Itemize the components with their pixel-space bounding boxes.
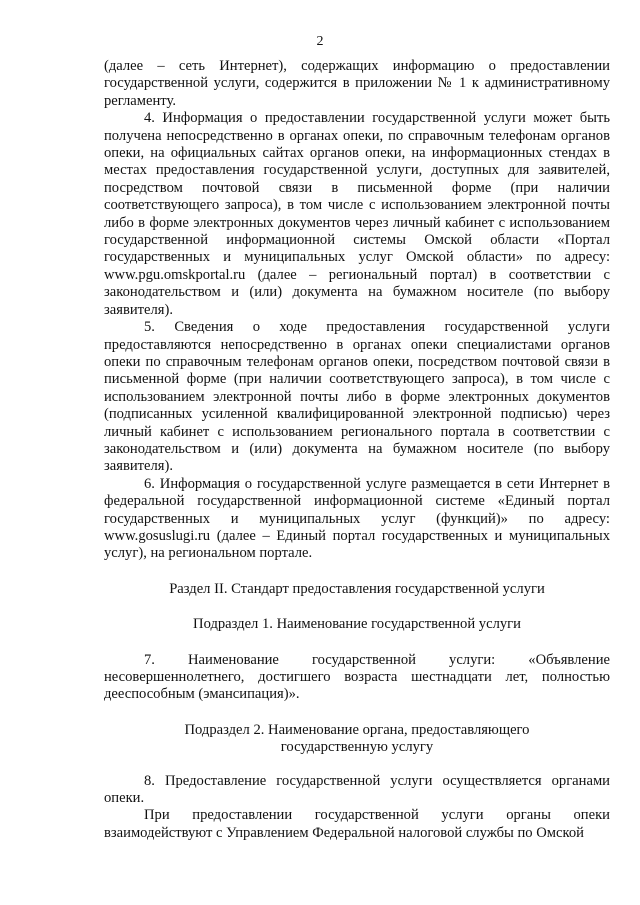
page-number: 2 (316, 34, 324, 49)
paragraph-7: 7. Наименование государственной услуги: «Объявление несовершеннолетнего, достигшего возраста шестнадцати лет, полностью дееспособным (эмансипация)». (104, 651, 610, 703)
paragraph-9: При предоставлении государственной услуги органы опеки взаимодействуют с Управлением Федеральной налоговой службы по Омской (104, 807, 610, 841)
page-content (104, 58, 610, 842)
paragraph-6: 6. Информация о государственной услуге размещается в сети Интернет в федеральной государственной информационной системе «Единый портал государственных и муниципальных услуг (функций)» по адресу: www.gosuslugi.ru (далее – Единый портал государственных и муниципальных услуг), на региональном портале. (104, 475, 610, 562)
subsection-1-heading: Подраздел 1. Наименование государственной услуги (193, 616, 521, 633)
section-2-heading: Раздел II. Стандарт предоставления государственной услуги (169, 580, 545, 597)
subsection-2-heading (104, 722, 610, 757)
paragraph-4: 4. Информация о предоставлении государственной услуги может быть получена непосредственно в органах опеки, по справочным телефонам органов опеки, на официальных сайтах органов опеки, на информационных стендах в местах предоставления государственной услуги, доступных для заявителей, посредством почтовой связи в письменной форме (при наличии соответствующего запроса), в том числе с использованием электронной почты либо в форме электронных документов через личный кабинет с использованием государственной информационной системы Омской области «Портал государственных и муниципальных услуг Омской области» по адресу: www.pgu.omskportal.ru (далее – региональный портал) в соответствии с законодательством и (или) документа на бумажном носителе (по выбору заявителя). (104, 110, 610, 318)
paragraph-intro: (далее – сеть Интернет), содержащих информацию о предоставлении государственной услуги, содержится в приложении № 1 к административному регламенту. (104, 58, 610, 109)
subsection-2-heading-line-2: государственную услугу (280, 739, 434, 756)
paragraph-8: 8. Предоставление государственной услуги осуществляется органами опеки. (104, 772, 610, 807)
subsection-2-heading-line-1: Подраздел 2. Наименование органа, предоставляющего (184, 721, 530, 738)
paragraph-5: 5. Сведения о ходе предоставления государственной услуги предоставляются непосредственно в органах опеки специалистами органов опеки по справочным телефонам органов опеки, посредством почтовой связи в письменной форме (при наличии соответствующего запроса), в том числе с использованием электронной почты либо в форме электронных документов (подписанных усиленной квалифицированной электронной подписью) через личный кабинет с использованием регионального портала в соответствии с законодательством и (или) документа на бумажном носителе (по выбору заявителя). (104, 319, 610, 475)
